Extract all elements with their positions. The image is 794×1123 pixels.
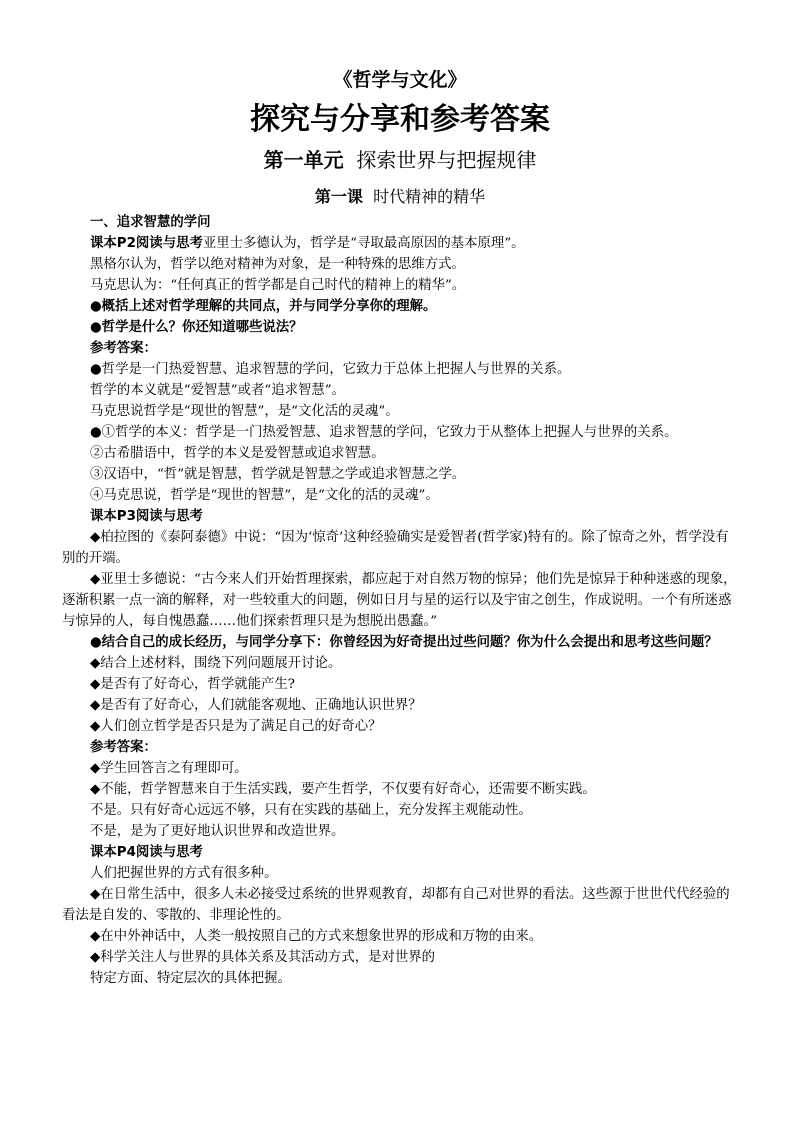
paragraph-text: ◆在日常生活中，很多人未必接受过系统的世界观教育，却都有自己对世界的看法。这些源于世世代代经验的看法是自发的、零散的、非理论性的。 [62, 887, 730, 923]
paragraph-text: 课本P3阅读与思考 [90, 509, 203, 524]
paragraph [62, 317, 738, 338]
paragraph-text: 人们把握世界的方式有很多种。 [90, 866, 278, 881]
lesson-label: 第一课 [314, 187, 363, 206]
paragraph-text: 马克思认为：“任何真正的哲学都是自己时代的精神上的精华”。 [90, 278, 466, 293]
paragraph [62, 863, 738, 884]
paragraph-text: 哲学的本义就是“爱智慧”或者“追求智慧”。 [90, 383, 346, 398]
unit-heading [62, 144, 738, 176]
paragraph [62, 275, 738, 296]
lesson-title: 时代精神的精华 [373, 187, 486, 206]
paragraph-text: 不是，是为了更好地认识世界和改造世界。 [90, 824, 345, 839]
paragraph [62, 758, 738, 779]
paragraph [62, 800, 738, 821]
paragraph-text: ④马克思说，哲学是“现世的智慧”，是“文化的活的灵魂”。 [90, 488, 439, 503]
unit-label: 第一单元 [263, 148, 344, 172]
paragraph [62, 716, 738, 737]
paragraph [62, 380, 738, 401]
paragraph [62, 422, 738, 443]
paragraph [62, 443, 738, 464]
paragraph-text: 课本P4阅读与思考 [90, 845, 203, 860]
paragraph-text: ◆是否有了好奇心，人们就能客观地、正确地认识世界？ [90, 698, 422, 713]
paragraph [62, 842, 738, 863]
paragraph [62, 506, 738, 527]
paragraph-text: ◆人们创立哲学是否只是为了满足自己的好奇心？ [90, 719, 382, 734]
paragraph [62, 401, 738, 422]
paragraph [62, 632, 738, 653]
document-body [62, 212, 738, 989]
paragraph-text: 亚里士多德认为，哲学是“寻取最高原因的基本原理”。 [202, 236, 525, 251]
paragraph-text: ③汉语中，“哲”就是智慧，哲学就是智慧之学或追求智慧之学。 [90, 467, 466, 482]
lesson-heading [62, 184, 738, 210]
paragraph-text: ◆学生回答言之有理即可。 [90, 761, 248, 776]
paragraph-text: ●哲学是什么？你还知道哪些说法？ [90, 320, 303, 335]
paragraph-text: ◆柏拉图的《泰阿泰德》中说：“因为‘惊奇’这种经验确实是爱智者(哲学家)特有的。除了惊奇之外，哲学没有别的开端。 [62, 530, 729, 566]
paragraph-text: ◆亚里士多德说：“古今来人们开始哲理探索，都应起于对自然万物的惊异；他们先是惊异于种种迷惑的现象，逐渐积累一点一滴的解释，对一些较重大的问题，例如日月与星的运行以及宇宙之创生，作成说明。一个有所迷惑与惊异的人，每自愧愚蠢……他们探索哲理只是为想脱出愚蠢。” [62, 572, 737, 629]
paragraph-text: 一、追求智慧的学问 [90, 215, 211, 230]
paragraph-lead: 课本P2阅读与思考 [90, 236, 203, 251]
paragraph [62, 737, 738, 758]
paragraph [62, 674, 738, 695]
paragraph-text: ◆不能，哲学智慧来自于生活实践，要产生哲学，不仅要有好奇心，还需要不断实践。 [90, 782, 596, 797]
paragraph [62, 884, 738, 926]
paragraph-text: ◆科学关注人与世界的具体关系及其活动方式，是对世界的 [90, 950, 436, 965]
paragraph [62, 338, 738, 359]
paragraph-text: 黑格尔认为，哲学以绝对精神为对象，是一种特殊的思维方式。 [90, 257, 465, 272]
paragraph [62, 821, 738, 842]
paragraph [62, 212, 738, 233]
paragraph [62, 254, 738, 275]
paragraph-text: 特定方面、特定层次的具体把握。 [90, 971, 291, 986]
paragraph-text: 参考答案： [90, 341, 157, 356]
paragraph [62, 464, 738, 485]
paragraph [62, 926, 738, 947]
paragraph [62, 569, 738, 632]
paragraph-text: ◆在中外神话中，人类一般按照自己的方式来想象世界的形成和万物的由来。 [90, 929, 543, 944]
paragraph-text: ●①哲学的本义：哲学是一门热爱智慧、追求智慧的学问，它致力于从整体上把握人与世界的关系。 [90, 425, 678, 440]
paragraph-text: 马克思说哲学是“现世的智慧”，是“文化活的灵魂”。 [90, 404, 399, 419]
paragraph [62, 779, 738, 800]
paragraph [62, 947, 738, 968]
paragraph-text: ●结合自己的成长经历，与同学分享下：你曾经因为好奇提出过些问题？你为什么会提出和思考这些问题？ [90, 635, 718, 650]
paragraph [62, 233, 738, 254]
paragraph-text: ◆是否有了好奇心，哲学就能产生? [90, 677, 295, 692]
unit-title: 探索世界与把握规律 [356, 148, 537, 172]
paragraph [62, 296, 738, 317]
paragraph [62, 485, 738, 506]
paragraph-text: ●哲学是一门热爱智慧、追求智慧的学问，它致力于总体上把握人与世界的关系。 [90, 362, 571, 377]
paragraph-text: ◆结合上述材料，围绕下列问题展开讨论。 [90, 656, 342, 671]
paragraph-text: 参考答案： [90, 740, 157, 755]
paragraph [62, 527, 738, 569]
main-title: 探究与分享和参考答案 [250, 102, 550, 137]
document-page [62, 64, 738, 989]
paragraph [62, 359, 738, 380]
paragraph [62, 968, 738, 989]
book-title: 《哲学与文化》 [333, 69, 467, 91]
paragraph-text: 不是。只有好奇心远远不够，只有在实践的基础上，充分发挥主观能动性。 [90, 803, 532, 818]
paragraph-text: ●概括上述对哲学理解的共同点，并与同学分享你的理解。 [90, 299, 437, 314]
paragraph [62, 653, 738, 674]
paragraph [62, 695, 738, 716]
paragraph-text: ②古希腊语中，哲学的本义是爱智慧或追求智慧。 [90, 446, 385, 461]
